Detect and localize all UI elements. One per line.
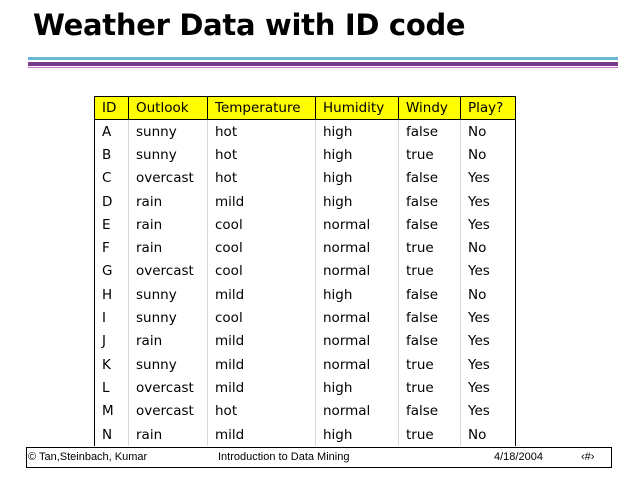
cell-windy: true <box>399 353 461 376</box>
table-row <box>95 143 516 166</box>
table-row <box>95 213 516 236</box>
cell-windy: true <box>399 376 461 399</box>
column-header-outlook: Outlook <box>129 97 208 120</box>
cell-id: B <box>95 143 129 166</box>
cell-id: A <box>95 120 129 144</box>
cell-play: Yes <box>461 306 516 329</box>
table-row <box>95 236 516 259</box>
cell-humidity: high <box>316 167 399 190</box>
cell-id: N <box>95 423 129 446</box>
slide-footer <box>26 447 612 468</box>
table-row <box>95 330 516 353</box>
cell-id: J <box>95 330 129 353</box>
cell-humidity: normal <box>316 400 399 423</box>
cell-windy: false <box>399 330 461 353</box>
cell-play: No <box>461 120 516 144</box>
cell-play: No <box>461 423 516 446</box>
cell-humidity: normal <box>316 353 399 376</box>
table-row <box>95 423 516 446</box>
cell-humidity: normal <box>316 306 399 329</box>
table-row <box>95 306 516 329</box>
cell-temperature: hot <box>208 167 316 190</box>
cell-humidity: high <box>316 283 399 306</box>
cell-humidity: normal <box>316 330 399 353</box>
footer-course-title: Introduction to Data Mining <box>218 451 350 463</box>
cell-play: Yes <box>461 353 516 376</box>
cell-windy: false <box>399 167 461 190</box>
cell-outlook: sunny <box>129 120 208 144</box>
cell-play: No <box>461 143 516 166</box>
cell-outlook: sunny <box>129 353 208 376</box>
cell-outlook: rain <box>129 190 208 213</box>
table-row <box>95 353 516 376</box>
cell-humidity: normal <box>316 213 399 236</box>
cell-id: D <box>95 190 129 213</box>
cell-windy: false <box>399 190 461 213</box>
table-row <box>95 120 516 144</box>
column-header-id: ID <box>95 97 129 120</box>
column-header-windy: Windy <box>399 97 461 120</box>
cell-temperature: cool <box>208 306 316 329</box>
weather-data-table <box>94 96 516 446</box>
cell-id: C <box>95 167 129 190</box>
cell-outlook: overcast <box>129 167 208 190</box>
cell-windy: false <box>399 120 461 144</box>
cell-humidity: high <box>316 120 399 144</box>
cell-windy: false <box>399 283 461 306</box>
table-row <box>95 190 516 213</box>
cell-id: M <box>95 400 129 423</box>
cell-outlook: rain <box>129 423 208 446</box>
cell-temperature: mild <box>208 190 316 213</box>
cell-temperature: mild <box>208 330 316 353</box>
cell-temperature: mild <box>208 376 316 399</box>
footer-copyright: © Tan,Steinbach, Kumar <box>28 451 148 463</box>
cell-humidity: high <box>316 143 399 166</box>
cell-outlook: rain <box>129 330 208 353</box>
cell-play: No <box>461 236 516 259</box>
cell-windy: false <box>399 306 461 329</box>
cell-temperature: hot <box>208 400 316 423</box>
title-underline-pink <box>28 67 618 68</box>
cell-play: Yes <box>461 213 516 236</box>
cell-windy: true <box>399 236 461 259</box>
cell-windy: false <box>399 400 461 423</box>
cell-outlook: rain <box>129 236 208 259</box>
cell-outlook: sunny <box>129 283 208 306</box>
cell-outlook: overcast <box>129 260 208 283</box>
column-header-temperature: Temperature <box>208 97 316 120</box>
footer-date: 4/18/2004 <box>494 451 543 463</box>
table-row <box>95 376 516 399</box>
cell-play: Yes <box>461 167 516 190</box>
cell-play: Yes <box>461 400 516 423</box>
cell-play: No <box>461 283 516 306</box>
cell-windy: false <box>399 213 461 236</box>
title-underline-purple <box>28 62 618 66</box>
table-row <box>95 260 516 283</box>
cell-play: Yes <box>461 330 516 353</box>
cell-play: Yes <box>461 260 516 283</box>
cell-outlook: sunny <box>129 143 208 166</box>
cell-windy: true <box>399 143 461 166</box>
cell-temperature: mild <box>208 423 316 446</box>
cell-temperature: cool <box>208 236 316 259</box>
cell-temperature: mild <box>208 353 316 376</box>
cell-outlook: overcast <box>129 376 208 399</box>
column-header-humidity: Humidity <box>316 97 399 120</box>
cell-windy: true <box>399 423 461 446</box>
cell-id: H <box>95 283 129 306</box>
cell-humidity: normal <box>316 260 399 283</box>
cell-windy: true <box>399 260 461 283</box>
table-row <box>95 400 516 423</box>
cell-id: L <box>95 376 129 399</box>
cell-id: I <box>95 306 129 329</box>
table-header-row <box>95 97 516 120</box>
cell-outlook: overcast <box>129 400 208 423</box>
cell-temperature: mild <box>208 283 316 306</box>
slide-title: Weather Data with ID code <box>33 8 466 42</box>
table-body <box>95 120 516 447</box>
cell-outlook: rain <box>129 213 208 236</box>
title-underline-blue <box>28 57 618 60</box>
cell-temperature: hot <box>208 120 316 144</box>
cell-outlook: sunny <box>129 306 208 329</box>
cell-id: K <box>95 353 129 376</box>
table-row <box>95 167 516 190</box>
table-row <box>95 283 516 306</box>
cell-humidity: high <box>316 190 399 213</box>
cell-play: Yes <box>461 376 516 399</box>
column-header-play: Play? <box>461 97 516 120</box>
cell-humidity: high <box>316 423 399 446</box>
cell-id: F <box>95 236 129 259</box>
cell-humidity: high <box>316 376 399 399</box>
cell-temperature: cool <box>208 213 316 236</box>
cell-id: E <box>95 213 129 236</box>
footer-page-number: ‹#› <box>581 451 595 463</box>
cell-temperature: hot <box>208 143 316 166</box>
cell-id: G <box>95 260 129 283</box>
cell-play: Yes <box>461 190 516 213</box>
cell-temperature: cool <box>208 260 316 283</box>
cell-humidity: normal <box>316 236 399 259</box>
